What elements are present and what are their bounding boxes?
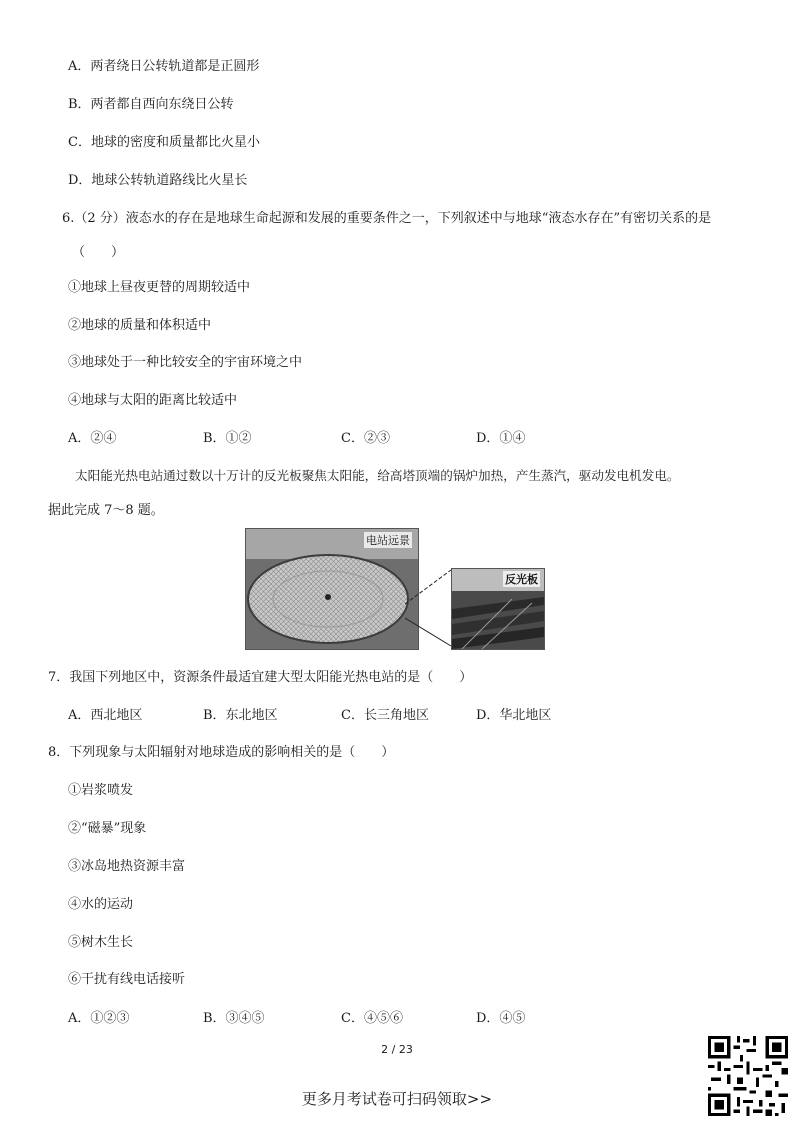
q8-statement-5: ⑤树木生长	[68, 935, 134, 950]
qr-code-icon[interactable]	[708, 1036, 788, 1116]
q8-statement-4: ④水的运动	[68, 897, 134, 912]
reflector-label: 反光板	[505, 573, 538, 586]
q8-statement-1: ①岩浆喷发	[68, 783, 134, 798]
q5-option-b: B．两者都自西向东绕日公转	[68, 97, 234, 112]
q6-stem: 6.（2 分）液态水的存在是地球生命起源和发展的重要条件之一，下列叙述中与地球“液态水存在”有密切关系的是	[62, 211, 712, 226]
q6-statement-2: ②地球的质量和体积适中	[68, 318, 212, 333]
q6-statement-4: ④地球与太阳的距离比较适中	[68, 393, 238, 408]
solar-station-figure	[245, 528, 545, 652]
passage-line-1: 太阳能光热电站通过数以十万计的反光板聚焦太阳能，给高塔顶端的锅炉加热，产生蒸汽，驱动发电机发电。	[75, 468, 680, 483]
q6-choices	[68, 427, 628, 447]
q8-statement-3: ③冰岛地热资源丰富	[68, 859, 186, 874]
q7-choice-d: D．华北地区	[476, 708, 552, 723]
passage-line-2: 据此完成 7～8 题。	[48, 503, 164, 518]
connector-lines	[405, 568, 455, 648]
q6-choice-b: B．①②	[203, 431, 252, 446]
q8-choice-d: D．④⑤	[476, 1011, 526, 1026]
q6-statement-3: ③地球处于一种比较安全的宇宙环境之中	[68, 355, 303, 370]
q6-choice-d: D．①④	[476, 431, 526, 446]
q8-stem: 8．下列现象与太阳辐射对地球造成的影响相关的是（ ）	[48, 745, 395, 760]
q5-option-a: A．两者绕日公转轨道都是正圆形	[68, 59, 260, 74]
q7-stem: 7．我国下列地区中，资源条件最适宜建大型太阳能光热电站的是（ ）	[48, 670, 473, 685]
q7-choice-b: B．东北地区	[203, 708, 278, 723]
q6-choice-c: C．②③	[341, 431, 390, 446]
q8-choices	[68, 1007, 628, 1027]
footer-promo-text[interactable]: 更多月考试卷可扫码领取>>	[301, 1090, 493, 1108]
q7-choices	[68, 704, 628, 724]
reflector-photo	[451, 568, 545, 650]
q8-statement-2: ②“磁暴”现象	[68, 821, 147, 836]
q8-statement-6: ⑥干扰有线电话接听	[68, 972, 186, 987]
q8-choice-c: C．④⑤⑥	[341, 1011, 403, 1026]
q7-choice-c: C．长三角地区	[341, 708, 429, 723]
station-overview-photo	[245, 528, 419, 650]
q5-option-c: C．地球的密度和质量都比火星小	[68, 135, 260, 150]
q6-choice-a: A．②④	[68, 431, 117, 446]
q8-choice-b: B．③④⑤	[203, 1011, 265, 1026]
q6-statement-1: ①地球上昼夜更替的周期较适中	[68, 280, 251, 295]
page-number: 2 / 23	[381, 1043, 413, 1056]
q8-choice-a: A．①②③	[68, 1011, 130, 1026]
q5-option-d: D．地球公转轨道路线比火星长	[68, 173, 248, 188]
q7-choice-a: A．西北地区	[68, 708, 143, 723]
q6-answer-paren: （ ）	[72, 245, 125, 260]
overview-label: 电站远景	[366, 534, 410, 547]
